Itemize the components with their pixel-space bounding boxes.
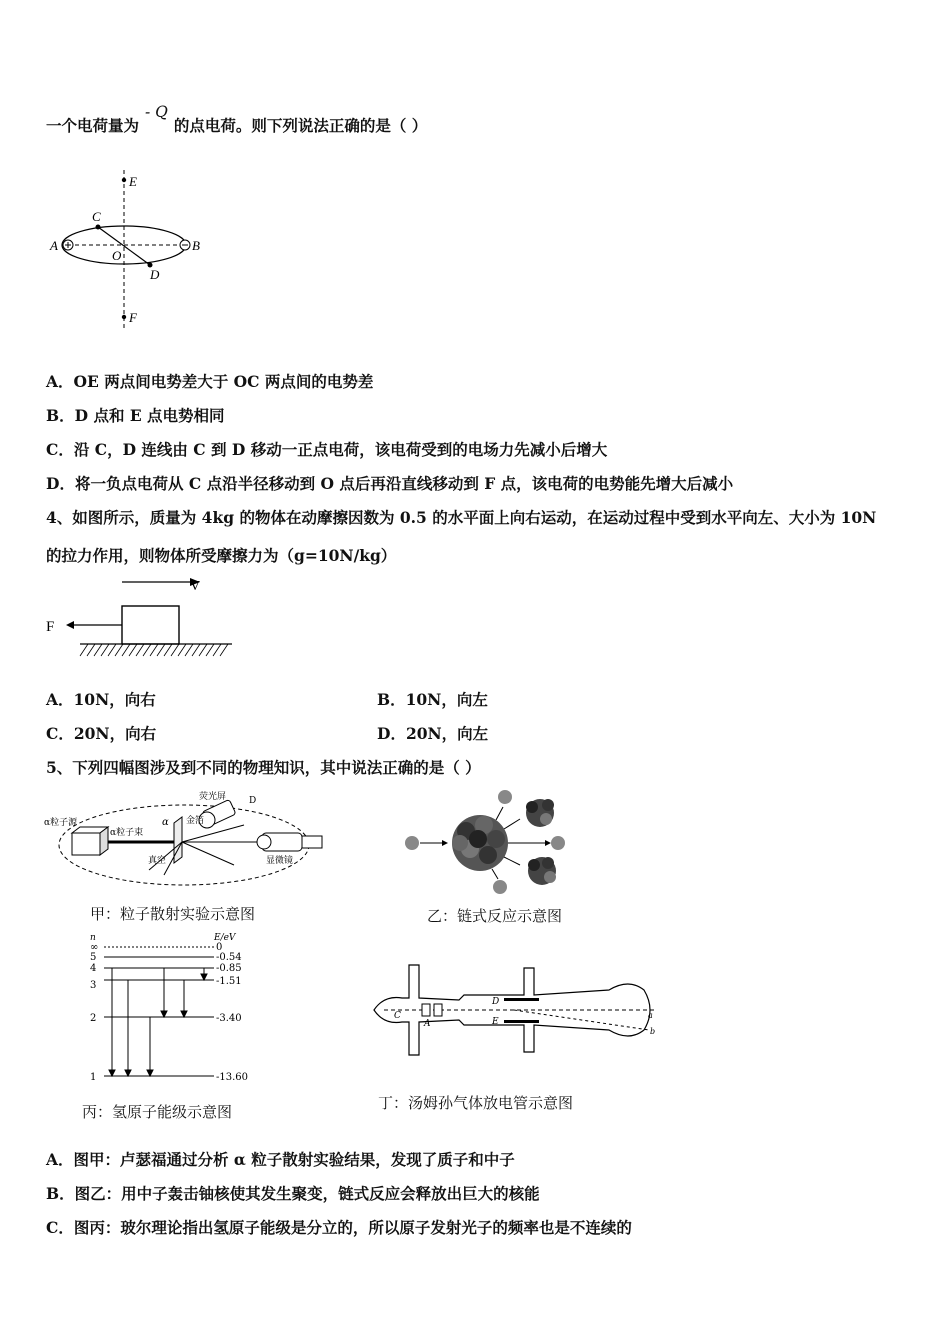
fig-jia-alpha-scattering xyxy=(44,785,324,900)
caption-yi: 乙：链式反应示意图 xyxy=(427,907,563,925)
n-axis-label: n xyxy=(90,933,96,943)
force-label: F xyxy=(46,619,55,635)
label-a-spot: a xyxy=(648,1011,653,1020)
point-f xyxy=(122,315,126,319)
fig-bing-energy-levels xyxy=(86,930,276,1090)
label-e: E xyxy=(129,174,137,189)
foil-label: 金箔 xyxy=(186,816,205,826)
label-d-plate: D xyxy=(492,997,500,1007)
label-c: C xyxy=(92,209,101,224)
label-b: B xyxy=(192,238,200,253)
label-f: F xyxy=(129,310,137,325)
alpha-label: α xyxy=(162,817,169,828)
screen-label: 荧光屏 xyxy=(199,792,227,802)
plate-e xyxy=(504,1020,539,1023)
alpha-source-label: α粒子源 xyxy=(44,818,78,828)
q3-option-c: C．沿 C，D 连线由 C 到 D 移动一正点电荷，该电荷受到的电场力先减小后增大 xyxy=(46,440,608,459)
neutron xyxy=(405,836,419,850)
level-n-5: 5 xyxy=(90,952,97,963)
q3-option-a: A．OE 两点间电势差大于 OC 两点间的电势差 xyxy=(46,372,374,391)
q5-option-a: A．图甲：卢瑟福通过分析 α 粒子散射实验结果，发现了质子和中子 xyxy=(46,1150,515,1169)
q3-option-b: B．D 点和 E 点电势相同 xyxy=(46,406,225,425)
microscope-label: 显微镜 xyxy=(266,856,294,866)
gold-foil xyxy=(174,817,182,863)
label-o: O xyxy=(112,248,122,263)
velocity-label: V xyxy=(190,579,201,594)
q4-option-d: D．20N，向左 xyxy=(377,724,489,743)
level-e-054: -0.54 xyxy=(216,952,242,963)
level-e-151: -1.51 xyxy=(216,976,242,987)
label-b-spot: b xyxy=(650,1027,656,1036)
caption-ding: 丁：汤姆孙气体放电管示意图 xyxy=(378,1094,574,1112)
label-e-plate: E xyxy=(492,1017,499,1027)
fig-yi-chain-reaction xyxy=(400,785,600,900)
alpha-beam-label: α粒子束 xyxy=(110,828,144,838)
q4-option-b: B．10N，向左 xyxy=(377,690,488,709)
label-a: A xyxy=(50,238,58,253)
d-label: D xyxy=(249,796,257,806)
label-c-cathode: C xyxy=(394,1011,401,1021)
e-axis-label: E/eV xyxy=(214,933,236,943)
level-e-1360: -13.60 xyxy=(216,1072,249,1083)
point-e xyxy=(122,178,126,182)
point-c xyxy=(96,225,101,230)
uranium-nucleus xyxy=(452,815,508,871)
q4-figure xyxy=(40,572,240,662)
level-e-0: 0 xyxy=(216,942,223,953)
label-d: D xyxy=(150,267,160,282)
q4-option-a: A．10N，向右 xyxy=(46,690,156,709)
q5-option-c: C．图丙：玻尔理论指出氢原子能级是分立的，所以原子发射光子的频率也是不连续的 xyxy=(46,1218,632,1237)
fig-ding-discharge-tube xyxy=(364,960,664,1060)
q3-figure xyxy=(40,165,220,335)
level-n-inf: ∞ xyxy=(90,942,99,953)
q5-stem: 5、下列四幅图涉及到不同的物理知识，其中说法正确的是（ ） xyxy=(46,758,481,777)
level-n-3: 3 xyxy=(90,980,97,991)
q4-stem-line1: 4、如图所示，质量为 4kg 的物体在动摩擦因数为 0.5 的水平面上向右运动，在运动过程中受到水平向左、大小为 10N xyxy=(46,508,877,527)
label-a-anode: A xyxy=(424,1019,431,1029)
q5-option-b: B．图乙：用中子轰击铀核使其发生聚变，链式反应会释放出巨大的核能 xyxy=(46,1184,540,1203)
q4-option-c: C．20N，向右 xyxy=(46,724,157,743)
plate-d xyxy=(504,998,539,1001)
q3-stem-suffix: 的点电荷。则下列说法正确的是（ ） xyxy=(173,116,428,135)
block xyxy=(122,606,179,644)
q3-option-d: D．将一负点电荷从 C 点沿半径移动到 O 点后再沿直线移动到 F 点，该电荷的电势能先增大后减小 xyxy=(46,474,734,493)
q4-stem-line2: 的拉力作用，则物体所受摩擦力为（g=10N/kg） xyxy=(46,546,397,565)
level-n-2: 2 xyxy=(90,1013,97,1024)
level-e-085: -0.85 xyxy=(216,963,242,974)
q3-stem xyxy=(46,103,428,136)
q3-stem-prefix: 一个电荷量为 xyxy=(46,116,140,135)
level-e-340: -3.40 xyxy=(216,1013,242,1024)
level-n-1: 1 xyxy=(90,1072,97,1083)
caption-jia: 甲：粒子散射实验示意图 xyxy=(90,905,256,923)
q3-charge: - Q xyxy=(145,103,168,121)
vacuum-label: 真空 xyxy=(148,856,167,866)
caption-bing: 丙：氢原子能级示意图 xyxy=(82,1103,233,1121)
level-n-4: 4 xyxy=(90,963,97,974)
